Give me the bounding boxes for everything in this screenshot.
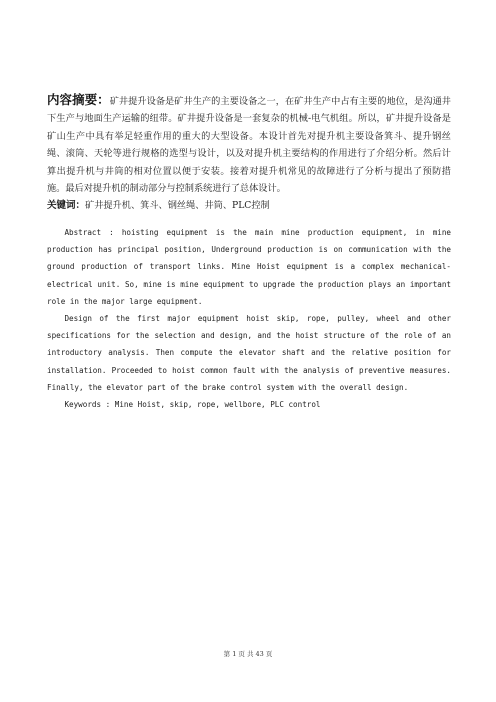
abstract-label: 内容摘要：: [47, 92, 110, 107]
english-abstract: [47, 224, 451, 413]
abstract-text: 矿井提升设备是矿井生产的主要设备之一，在矿井生产中占有主要的地位，是沟通井下生产与地面生产运输的纽带。矿井提升设备是一套复杂的机械-电气机组。所以，矿井提升设备是矿山生产中具有举足轻重作用的重大的大型设备。本设计首先对提升机主要设备箕斗、提升钢丝绳、滚筒、天轮等进行规格的选型与设计，以及对提升机主要结构的作用进行了介绍分析。然后计算出提升机与井筒的相对位置以便于安装。接着对提升机常见的故障进行了分析与提出了预防措施。最后对提升机的制动部分与控制系统进行了总体设计。: [47, 96, 451, 195]
keywords-label: 关键词：: [47, 200, 86, 212]
keywords-text: 矿井提升机、箕斗、钢丝绳、井筒、PLC控制: [85, 200, 270, 212]
page-number-footer: 第 1 页 共 43 页: [223, 650, 273, 658]
english-keywords: Keywords : Mine Hoist, skip, rope, wellbore, PLC control: [64, 400, 321, 410]
english-abstract-paragraph-1: Abstract : hoisting equipment is the main mine production equipment, in mine production has principal position, Underground production is on communication with the ground production of transport links. Mine Hoist equipment is a complex mechanical-electrical unit. So, mine is mine equipment to upgrade the production plays an important role in the major large equipment.: [47, 228, 451, 306]
chinese-abstract: [47, 91, 451, 215]
english-abstract-paragraph-2: Design of the first major equipment hoist skip, rope, pulley, wheel and other specifications for the selection and design, and the hoist structure of the role of an introductory analysis. Then compute the elevator shaft and the relative position for installation. Proceeded to hoist common fault with the analysis of preventive measures. Finally, the elevator part of the brake control system with the overall design.: [47, 314, 451, 392]
